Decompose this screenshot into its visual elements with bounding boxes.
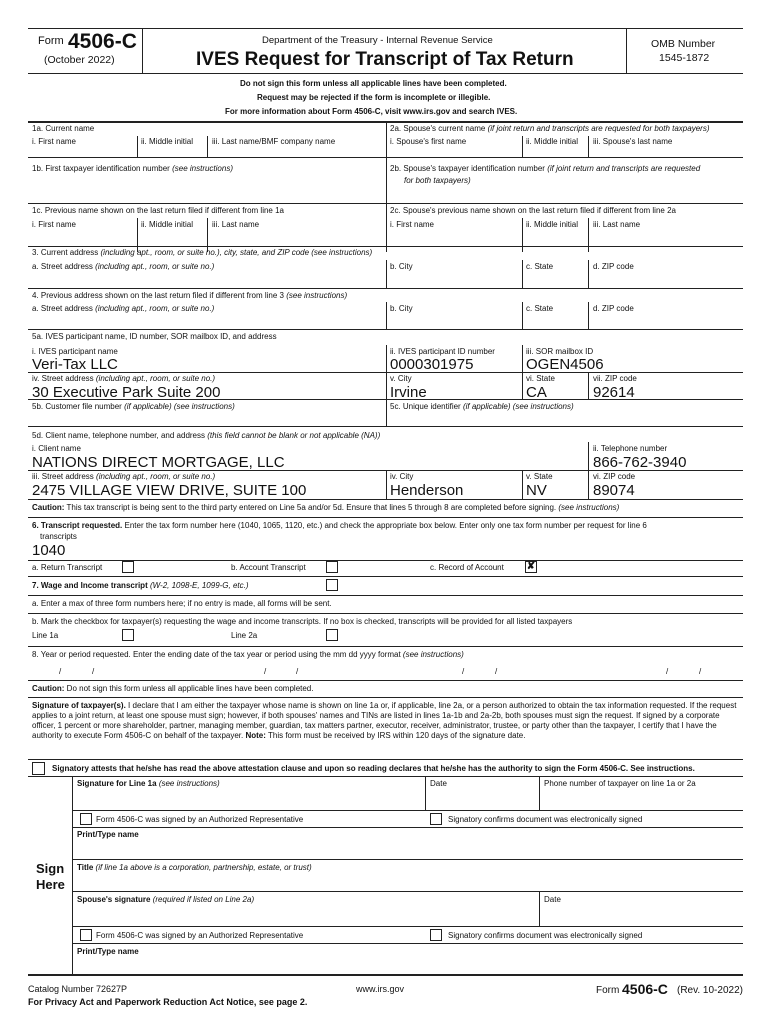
line8-label xyxy=(32,651,464,659)
rule-759 xyxy=(28,759,743,760)
line4-street-text: a. Street address xyxy=(32,304,93,313)
rule-859 xyxy=(72,859,743,860)
print-name-2: Print/Type name xyxy=(77,947,139,956)
rule-560 xyxy=(28,560,743,561)
line4-state: c. State xyxy=(526,304,554,313)
sign-word: Sign xyxy=(36,861,65,876)
line2a-label-text: 2a. Spouse's current name xyxy=(390,124,486,133)
date-slash-4: / xyxy=(296,667,299,676)
line5c-text: 5c. Unique identifier xyxy=(390,402,461,411)
line1b-label xyxy=(32,165,233,173)
line2b-label xyxy=(390,165,700,173)
title-note: (if line 1a above is a corporation, partnership, estate, or trust) xyxy=(95,863,312,872)
line4-street xyxy=(32,305,214,313)
line6-account-label: b. Account Transcript xyxy=(231,563,306,572)
line7-note: (W-2, 1098-E, 1099-G, etc.) xyxy=(149,581,249,590)
footer-form-number: 4506-C xyxy=(622,981,668,997)
rule-203 xyxy=(28,203,743,204)
line2c-label: 2c. Spouse's previous name shown on the last return filed if different from line 2a xyxy=(390,206,676,215)
line3-city: b. City xyxy=(390,262,413,271)
line1c-label: 1c. Previous name shown on the last return filed if different from line 1a xyxy=(32,206,284,215)
rule-827 xyxy=(72,827,743,828)
caution-1 xyxy=(32,504,619,512)
date2-label: Date xyxy=(544,895,561,904)
line6-record-label: c. Record of Account xyxy=(430,563,504,572)
line5d-state: NV xyxy=(526,482,547,499)
account-transcript-checkbox[interactable] xyxy=(326,561,338,573)
title-label-text: Title xyxy=(77,863,94,872)
line5a-sor-label: iii. SOR mailbox ID xyxy=(526,347,594,356)
line1a-middle: ii. Middle initial xyxy=(141,137,194,146)
line1a-first: i. First name xyxy=(32,137,77,146)
line5a-div2 xyxy=(522,345,523,372)
line5a-id: 0000301975 xyxy=(390,356,474,373)
rule-157 xyxy=(28,157,743,158)
footer-form-word: Form xyxy=(596,985,620,996)
authorized-rep-label-1: Form 4506-C was signed by an Authorized Representative xyxy=(96,815,304,824)
line4-note: (see instructions) xyxy=(286,291,348,300)
rule-776 xyxy=(28,776,743,777)
rule-697 xyxy=(28,697,743,698)
line6-return-label: a. Return Transcript xyxy=(32,563,103,572)
line5a-street: 30 Executive Park Suite 200 xyxy=(32,384,221,401)
line5d-div2 xyxy=(386,470,387,499)
rule-810 xyxy=(72,810,743,811)
line6-label: 6. Transcript requested. xyxy=(32,521,123,530)
signature-declaration-text: I declare that I am either the taxpayer whose name is shown on line 1a or, if applicable, line 2a, or a person authorized to obtain the tax information requested. If the request applies to a joint return, at least one spouse must sign; however, if both spouses' names and TINs are listed in lines 1a-1b and 2a-2b, both spouses must sign the request. If signed by a corporate officer, 1 percent or more shareholder, partner, managing member, guardian, tax matters partner, executor, receiver, administrator, trustee, or party other than the taxpayer, I certify that I have the authority to execute Form 4506-C on behalf of the taxpayer. xyxy=(32,701,737,740)
line5b-text: 5b. Customer file number xyxy=(32,402,122,411)
line5c-note: (if applicable) (see instructions) xyxy=(462,402,574,411)
line1c-first: i. First name xyxy=(32,220,77,229)
sig1-note: (see instructions) xyxy=(158,779,220,788)
line5a-street-note: (including apt., room, or suite no.) xyxy=(95,374,216,383)
caution-1-note: (see instructions) xyxy=(558,503,620,512)
line1a-div1 xyxy=(137,136,138,157)
header-bottom-rule xyxy=(28,73,743,74)
rule-372 xyxy=(28,372,743,373)
line1b-note: (see instructions) xyxy=(172,164,233,173)
line5a-street-label xyxy=(32,375,215,383)
rule-288 xyxy=(28,288,743,289)
line5b-label xyxy=(32,403,235,411)
footer-website: www.irs.gov xyxy=(356,984,405,994)
caution-2-bold: Caution: xyxy=(32,684,65,693)
line5d-phone-label: ii. Telephone number xyxy=(593,444,668,453)
line2b-note2: for both taxpayers) xyxy=(404,176,471,185)
rule-246 xyxy=(28,246,743,247)
electronic-label-1: Signatory confirms document was electronically signed xyxy=(448,815,643,824)
line5d-street-label xyxy=(32,473,215,481)
line5d-label xyxy=(32,432,380,440)
line6-value: 1040 xyxy=(32,542,66,559)
line5d-div3 xyxy=(522,470,523,499)
date-slash-2: / xyxy=(92,667,95,676)
line5d-state-label: v. State xyxy=(526,472,553,481)
line5d-phone: 866-762-3940 xyxy=(593,454,687,471)
caution-1-bold: Caution: xyxy=(32,503,65,512)
attest-checkbox[interactable] xyxy=(32,762,45,775)
line8-text: 8. Year or period requested. Enter the ending date of the tax year or period using the mm dd yyyy format xyxy=(32,650,401,659)
line7-line1a: Line 1a xyxy=(32,631,59,640)
sig1-label-text: Signature for Line 1a xyxy=(77,779,157,788)
line7-label-text: 7. Wage and Income transcript xyxy=(32,581,148,590)
line3-div1 xyxy=(386,260,387,288)
caution-2 xyxy=(32,685,313,693)
center-divider-1 xyxy=(386,122,387,252)
signature-note-text: This form must be received by IRS within 120 days of the signature date. xyxy=(268,731,526,740)
rule-613 xyxy=(28,613,743,614)
caution-2-text: Do not sign this form unless all applicable lines have been completed. xyxy=(66,684,314,693)
line3-street-note: (including apt., room, or suite no.) xyxy=(95,262,215,271)
line4-div2 xyxy=(522,302,523,329)
date-slash-3: / xyxy=(264,667,267,676)
date-slash-8: / xyxy=(699,667,702,676)
line7-a: a. Enter a max of three form numbers here; if no entry is made, all forms will be sent. xyxy=(32,599,332,608)
line5a-city: Irvine xyxy=(390,384,427,401)
line5d-zip-label: vi. ZIP code xyxy=(593,472,636,481)
caution-1-text: This tax transcript is being sent to the third party entered on Line 5a and/or 5d. Ensure that lines 5 through 8 are completed before signing. xyxy=(66,503,557,512)
line5d-city-label: iv. City xyxy=(390,472,414,481)
line3-text: 3. Current address xyxy=(32,248,99,257)
line5a-zip-label: vii. ZIP code xyxy=(593,374,637,383)
omb-label: OMB Number xyxy=(651,38,716,50)
line5d-street: 2475 VILLAGE VIEW DRIVE, SUITE 100 xyxy=(32,482,307,499)
line5d-text: 5d. Client name, telephone number, and address xyxy=(32,431,206,440)
print-name-1: Print/Type name xyxy=(77,830,139,839)
line6-text xyxy=(32,522,647,530)
bottom-rule xyxy=(28,974,743,976)
line3-zip: d. ZIP code xyxy=(593,262,634,271)
line2c-last: iii. Last name xyxy=(593,220,641,229)
rule-891 xyxy=(72,891,743,892)
line5a-sor: OGEN4506 xyxy=(526,356,604,373)
privacy-notice: For Privacy Act and Paperwork Reduction Act Notice, see page 2. xyxy=(28,997,308,1007)
line1c-middle: ii. Middle initial xyxy=(141,220,194,229)
spouse-sig-text: Spouse's signature xyxy=(77,895,151,904)
line2a-label xyxy=(390,125,709,133)
title-label xyxy=(77,864,312,872)
line5a-div3 xyxy=(522,372,523,399)
attest-text: Signatory attests that he/she has read the above attestation clause and upon so reading declares that he/she has the authority to sign the Form 4506-C. See instructions. xyxy=(52,764,695,773)
line5c-label xyxy=(390,403,574,411)
line5a-div4 xyxy=(588,372,589,399)
notice-2: Request may be rejected if the form is incomplete or illegible. xyxy=(257,93,491,102)
line1b-text: 1b. First taxpayer identification number xyxy=(32,164,170,173)
spouse-sig-note: (required if listed on Line 2a) xyxy=(152,895,255,904)
line1a-label: 1a. Current name xyxy=(32,124,95,133)
rule-646 xyxy=(28,646,743,647)
sign-here-divider xyxy=(72,776,73,974)
line5d-zip: 89074 xyxy=(593,482,635,499)
rule-499 xyxy=(28,499,743,500)
date-slash-7: / xyxy=(666,667,669,676)
line1a-checkbox[interactable] xyxy=(122,629,134,641)
line5d-street-note: (including apt., room, or suite no.) xyxy=(96,472,216,481)
line4-div3 xyxy=(588,302,589,329)
line1a-last: iii. Last name/BMF company name xyxy=(212,137,336,146)
rule-329 xyxy=(28,329,743,330)
date-slash-1: / xyxy=(59,667,62,676)
signature-note-bold: Note: xyxy=(245,731,266,740)
line6-text1: Enter the tax form number here (1040, 1065, 1120, etc.) and check the appropriate box below. Enter only one tax form number per request for line 6 xyxy=(124,521,647,530)
line5d-note: (this field cannot be blank or not applicable (NA)) xyxy=(207,431,381,440)
phone-label: Phone number of taxpayer on line 1a or 2a xyxy=(544,779,696,788)
line2a-last: iii. Spouse's last name xyxy=(593,137,673,146)
line3-street-text: a. Street address xyxy=(32,262,93,271)
line2a-first: i. Spouse's first name xyxy=(390,137,467,146)
line2c-middle: ii. Middle initial xyxy=(526,220,579,229)
line5a-street-text: iv. Street address xyxy=(32,374,94,383)
return-transcript-checkbox[interactable] xyxy=(122,561,134,573)
form-number: 4506-C xyxy=(68,30,137,53)
wage-income-checkbox[interactable] xyxy=(326,579,338,591)
authorized-rep-label-2: Form 4506-C was signed by an Authorized Representative xyxy=(96,931,304,940)
line3-state: c. State xyxy=(526,262,554,271)
rule-943 xyxy=(72,943,743,944)
line8-note: (see instructions) xyxy=(402,650,464,659)
rule-680 xyxy=(28,680,743,681)
department: Department of the Treasury - Internal Revenue Service xyxy=(262,35,493,46)
line6-text2: transcripts xyxy=(40,532,77,541)
authorized-rep-checkbox-1[interactable] xyxy=(80,813,92,825)
line1c-last: iii. Last name xyxy=(212,220,260,229)
notice-1: Do not sign this form unless all applicable lines have been completed. xyxy=(240,79,507,88)
line3-div3 xyxy=(588,260,589,288)
signature-declaration-bold: Signature of taxpayer(s). xyxy=(32,701,126,710)
footer-rev: (Rev. 10-2022) xyxy=(677,985,743,996)
line4-city: b. City xyxy=(390,304,413,313)
line7-label xyxy=(32,582,249,590)
rule-426 xyxy=(28,426,743,427)
sig1-label xyxy=(77,780,220,788)
form-date: (October 2022) xyxy=(44,54,115,66)
header-divider-right xyxy=(626,28,627,73)
rule-517 xyxy=(28,517,743,518)
line2a-div2 xyxy=(588,136,589,157)
line5bc-div xyxy=(386,399,387,426)
line5d-client: NATIONS DIRECT MORTGAGE, LLC xyxy=(32,454,285,471)
line2a-middle: ii. Middle initial xyxy=(526,137,579,146)
electronic-checkbox-1[interactable] xyxy=(430,813,442,825)
form-word: Form xyxy=(38,35,64,47)
sig1-div2 xyxy=(539,776,540,810)
line2b-note1: (if joint return and transcripts are requested xyxy=(547,164,701,173)
date-slash-5: / xyxy=(462,667,465,676)
authorized-rep-checkbox-2[interactable] xyxy=(80,929,92,941)
rule-576 xyxy=(28,576,743,577)
line5a-label: 5a. IVES participant name, ID number, SOR mailbox ID, and address xyxy=(32,332,277,341)
line5a-zip: 92614 xyxy=(593,384,635,401)
rule-595 xyxy=(28,595,743,596)
electronic-label-2: Signatory confirms document was electronically signed xyxy=(448,931,643,940)
catalog-number: Catalog Number 72627P xyxy=(28,984,128,994)
line3-div2 xyxy=(522,260,523,288)
date-slash-6: / xyxy=(495,667,498,676)
line2b-text: 2b. Spouse's taxpayer identification number xyxy=(390,164,545,173)
line5d-city: Henderson xyxy=(390,482,464,499)
line3-note: (including apt., room, or suite no.), city, state, and ZIP code (see instructions) xyxy=(100,248,373,257)
line5a-name-label: i. IVES participant name xyxy=(32,347,118,356)
header-divider-left xyxy=(142,28,143,73)
line2a-div1 xyxy=(522,136,523,157)
line5a-name: Veri-Tax LLC xyxy=(32,356,118,373)
here-word: Here xyxy=(36,877,65,892)
line5a-state: CA xyxy=(526,384,547,401)
rule-926 xyxy=(72,926,743,927)
line2c-first: i. First name xyxy=(390,220,435,229)
line5a-state-label: vi. State xyxy=(526,374,555,383)
spouse-sig-label xyxy=(77,896,254,904)
line4-street-note: (including apt., room, or suite no.) xyxy=(95,304,215,313)
line1a-div2 xyxy=(207,136,208,157)
top-rule xyxy=(28,28,743,29)
date-label: Date xyxy=(430,779,447,788)
line3-label xyxy=(32,249,372,257)
line7-line2a: Line 2a xyxy=(231,631,258,640)
line5d-street-text: iii. Street address xyxy=(32,472,94,481)
spouse-div xyxy=(539,891,540,926)
line5a-id-label: ii. IVES participant ID number xyxy=(390,347,495,356)
record-of-account-checkbox[interactable]: ✘ xyxy=(526,561,536,572)
line5d-client-label: i. Client name xyxy=(32,444,81,453)
line7-b: b. Mark the checkbox for taxpayer(s) requesting the wage and income transcripts. If no box is checked, transcripts will be provided for all listed taxpayers xyxy=(32,617,573,626)
signature-declaration xyxy=(32,701,738,741)
electronic-checkbox-2[interactable] xyxy=(430,929,442,941)
line5b-note: (if applicable) (see instructions) xyxy=(124,402,235,411)
sig1-div1 xyxy=(425,776,426,810)
line4-div1 xyxy=(386,302,387,329)
line5a-city-label: v. City xyxy=(390,374,412,383)
line4-zip: d. ZIP code xyxy=(593,304,634,313)
line2a-note: (if joint return and transcripts are requested for both taxpayers) xyxy=(487,124,710,133)
omb-number: 1545-1872 xyxy=(659,52,710,64)
line4-label xyxy=(32,292,347,300)
line3-street xyxy=(32,263,214,271)
notice-3: For more information about Form 4506-C, visit www.irs.gov and search IVES. xyxy=(225,107,518,116)
line4-text: 4. Previous address shown on the last return filed if different from line 3 xyxy=(32,291,284,300)
line2a-checkbox[interactable] xyxy=(326,629,338,641)
form-title: IVES Request for Transcript of Tax Return xyxy=(196,49,574,70)
